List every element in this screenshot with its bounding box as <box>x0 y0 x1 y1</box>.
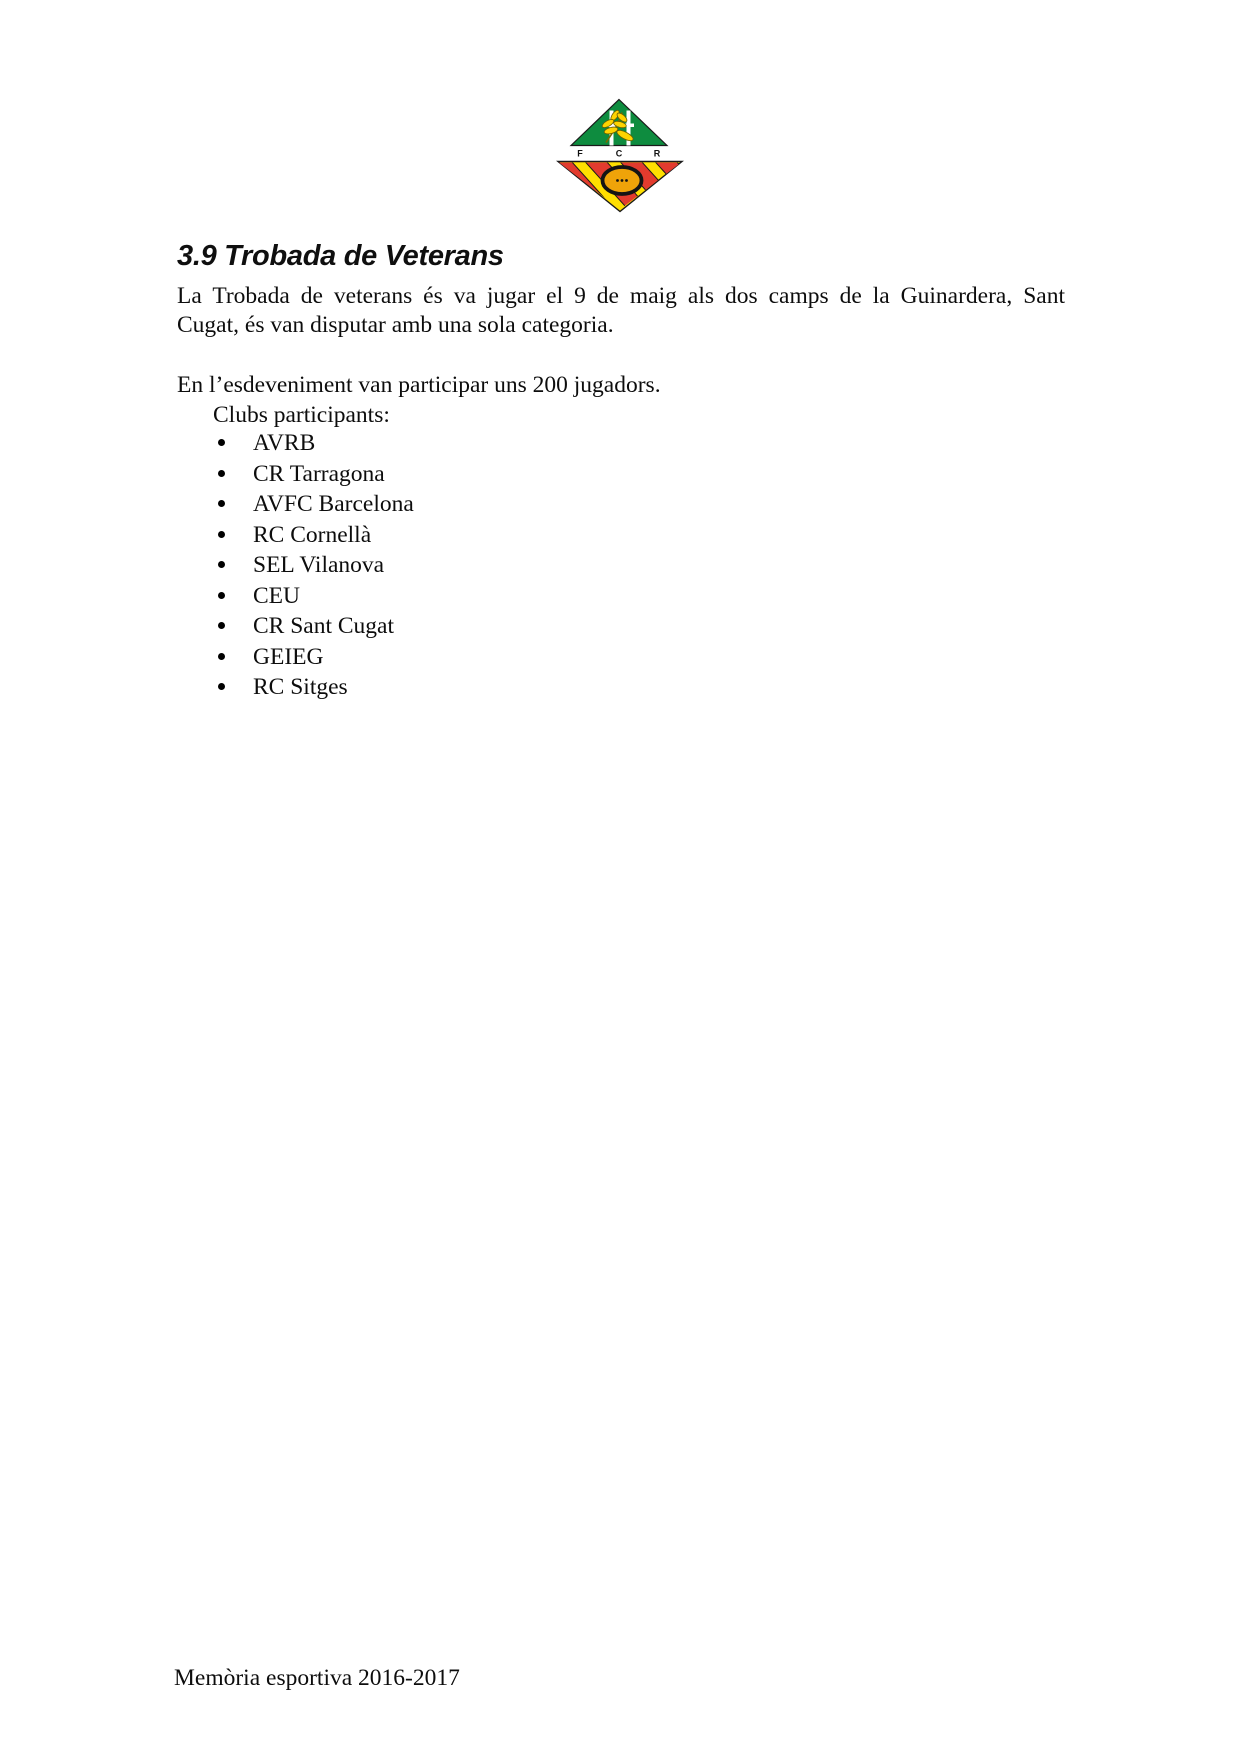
bullet-icon <box>218 592 225 599</box>
club-label: CR Sant Cugat <box>253 613 395 639</box>
list-item <box>177 672 414 703</box>
club-label: AVFC Barcelona <box>253 491 414 517</box>
clubs-list <box>177 428 414 703</box>
rugby-ball-icon <box>603 167 642 194</box>
list-item <box>177 581 414 612</box>
bullet-icon <box>218 531 225 538</box>
logo-letter-c: C <box>615 148 623 159</box>
bullet-icon <box>218 500 225 507</box>
participants-paragraph: En l’esdeveniment van participar uns 200 jugadors. <box>177 372 661 398</box>
list-item <box>177 520 414 551</box>
club-label: RC Sitges <box>253 674 348 700</box>
bullet-icon <box>218 561 225 568</box>
club-label: SEL Vilanova <box>253 552 385 578</box>
list-item <box>177 611 414 642</box>
logo-letter-f: F <box>577 148 583 159</box>
list-item <box>177 550 414 581</box>
bullet-icon <box>218 653 225 660</box>
club-label: CR Tarragona <box>253 460 385 487</box>
club-label: AVRB <box>253 430 316 456</box>
footer-text: Memòria esportiva 2016-2017 <box>174 1665 460 1691</box>
list-item <box>177 428 414 459</box>
list-item <box>177 459 414 490</box>
intro-line-2: Cugat, és van disputar amb una sola categoria. <box>177 312 614 338</box>
bullet-icon <box>218 470 225 477</box>
intro-paragraph <box>177 282 1065 340</box>
logo-letter-r: R <box>653 148 661 159</box>
list-item <box>177 489 414 520</box>
club-label: GEIEG <box>253 643 324 670</box>
intro-line-1: La Trobada de veterans és va jugar el 9 de maig als dos camps de la Guinardera, Sant <box>177 283 1065 309</box>
fcr-letters <box>577 149 661 159</box>
list-item <box>177 642 414 673</box>
bullet-icon <box>218 439 225 446</box>
bullet-icon <box>218 683 225 690</box>
club-label: CEU <box>253 582 300 609</box>
club-label: RC Cornellà <box>253 521 372 548</box>
clubs-label: Clubs participants: <box>213 402 390 428</box>
page-title: 3.9 Trobada de Veterans <box>177 240 504 272</box>
bullet-icon <box>218 622 225 629</box>
fcr-logo <box>556 97 684 214</box>
